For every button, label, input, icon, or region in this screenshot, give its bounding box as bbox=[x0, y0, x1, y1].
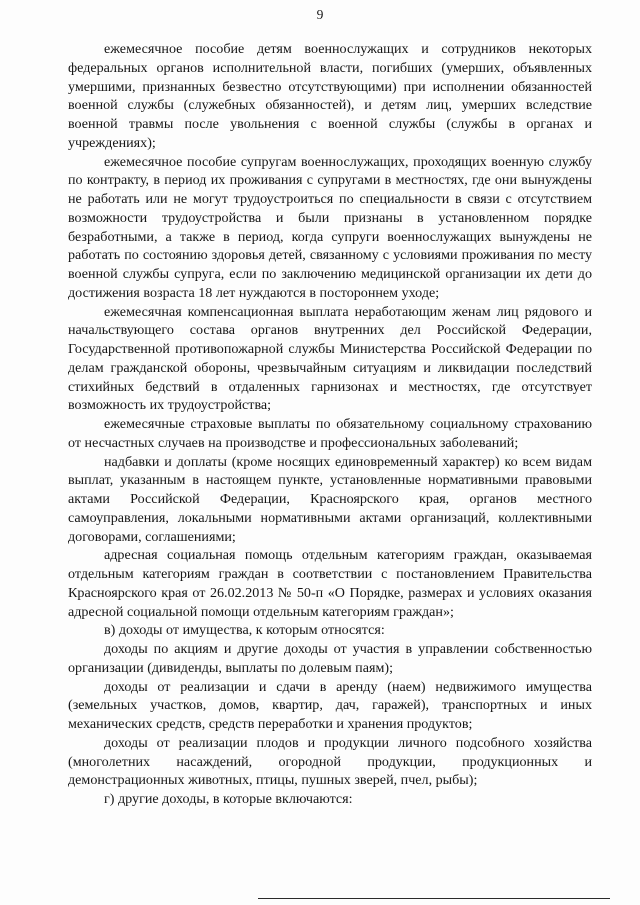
paragraph-targeted-social-aid: адресная социальная помощь отдельным категориям граждан, оказываемая отдельным категориям граждан в соответствии с постановлением Правительства Красноярского края от 26.02.2013 № 50-п «О Порядке, размерах и условиях оказания адресной социальной помощи отдельным категориям граждан»; bbox=[68, 547, 592, 620]
paragraph-share-income: доходы по акциям и другие доходы от участия в управлении собственностью организации (дивиденды, выплаты по долевым паям); bbox=[68, 641, 592, 676]
paragraph-other-income-heading: г) другие доходы, в которые включаются: bbox=[104, 791, 353, 807]
paragraph-real-estate-income: доходы от реализации и сдачи в аренду (наем) недвижимого имущества (земельных участков, домов, квартир, дач, гаражей), транспортных и иных механических средств, средств переработки и хранения продуктов; bbox=[68, 678, 592, 732]
paragraph-insurance-payments: ежемесячные страховые выплаты по обязательному социальному страхованию от несчастных случаев на производстве и профессиональных заболеваний; bbox=[68, 416, 592, 451]
page-number: 9 bbox=[316, 7, 324, 22]
page-bottom-rule bbox=[258, 898, 610, 899]
paragraph-compensation-wives: ежемесячная компенсационная выплата неработающим женам лиц рядового и начальствующего состава органов внутренних дел Российской Федерации, Государственной противопожарной службы Министерства Российской Федерации по делам гражданской обороны, чрезвычайным ситуациям и ликвидации последствий стихийных бедствий в отдаленных гарнизонах и местностях, где отсутствует возможность их трудоустройства; bbox=[68, 303, 592, 414]
paragraph-farm-income: доходы от реализации плодов и продукции личного подсобного хозяйства (многолетних насаждений, огородной продукции, продукционных и демонстрационных животных, птицы, пушных зверей, пчел, рыбы); bbox=[68, 734, 592, 789]
paragraph-property-income-heading: в) доходы от имущества, к которым относятся: bbox=[104, 622, 385, 639]
paragraph-allowances-supplements: надбавки и доплаты (кроме носящих единовременный характер) ко всем видам выплат, указанным в настоящем пункте, установленные нормативными правовыми актами Российской Федерации, Красноярского края, органов местного самоуправления, локальными нормативными актами организаций, коллективными договорами, соглашениями; bbox=[68, 453, 592, 545]
paragraph-spouse-allowance-military: ежемесячное пособие супругам военнослужащих, проходящих военную службу по контракту, в период их проживания с супругами в местностях, где они вынуждены не работать или не могут трудоустроиться по специальности в связи с отсутствием возможности трудоустройства и были признаны в установленном порядке безработными, а также в период, когда супруги военнослужащих вынуждены не работать по состоянию здоровья детей, связанному с условиями проживания по месту военной службы супруга, если по заключению медицинской организации их дети до достижения возраста 18 лет нуждаются в постороннем уходе; bbox=[68, 153, 592, 301]
paragraph-child-allowance-military: ежемесячное пособие детям военнослужащих и сотрудников некоторых федеральных органов исполнительной власти, погибших (умерших, объявленных умершими, признанных безвестно отсутствующими) при исполнении обязанностей военной службы (служебных обязанностей), и детям лиц, умерших вследствие военной травмы после увольнения с военной службы (службы в органах и учреждениях); bbox=[68, 41, 592, 151]
document-body bbox=[68, 40, 592, 809]
